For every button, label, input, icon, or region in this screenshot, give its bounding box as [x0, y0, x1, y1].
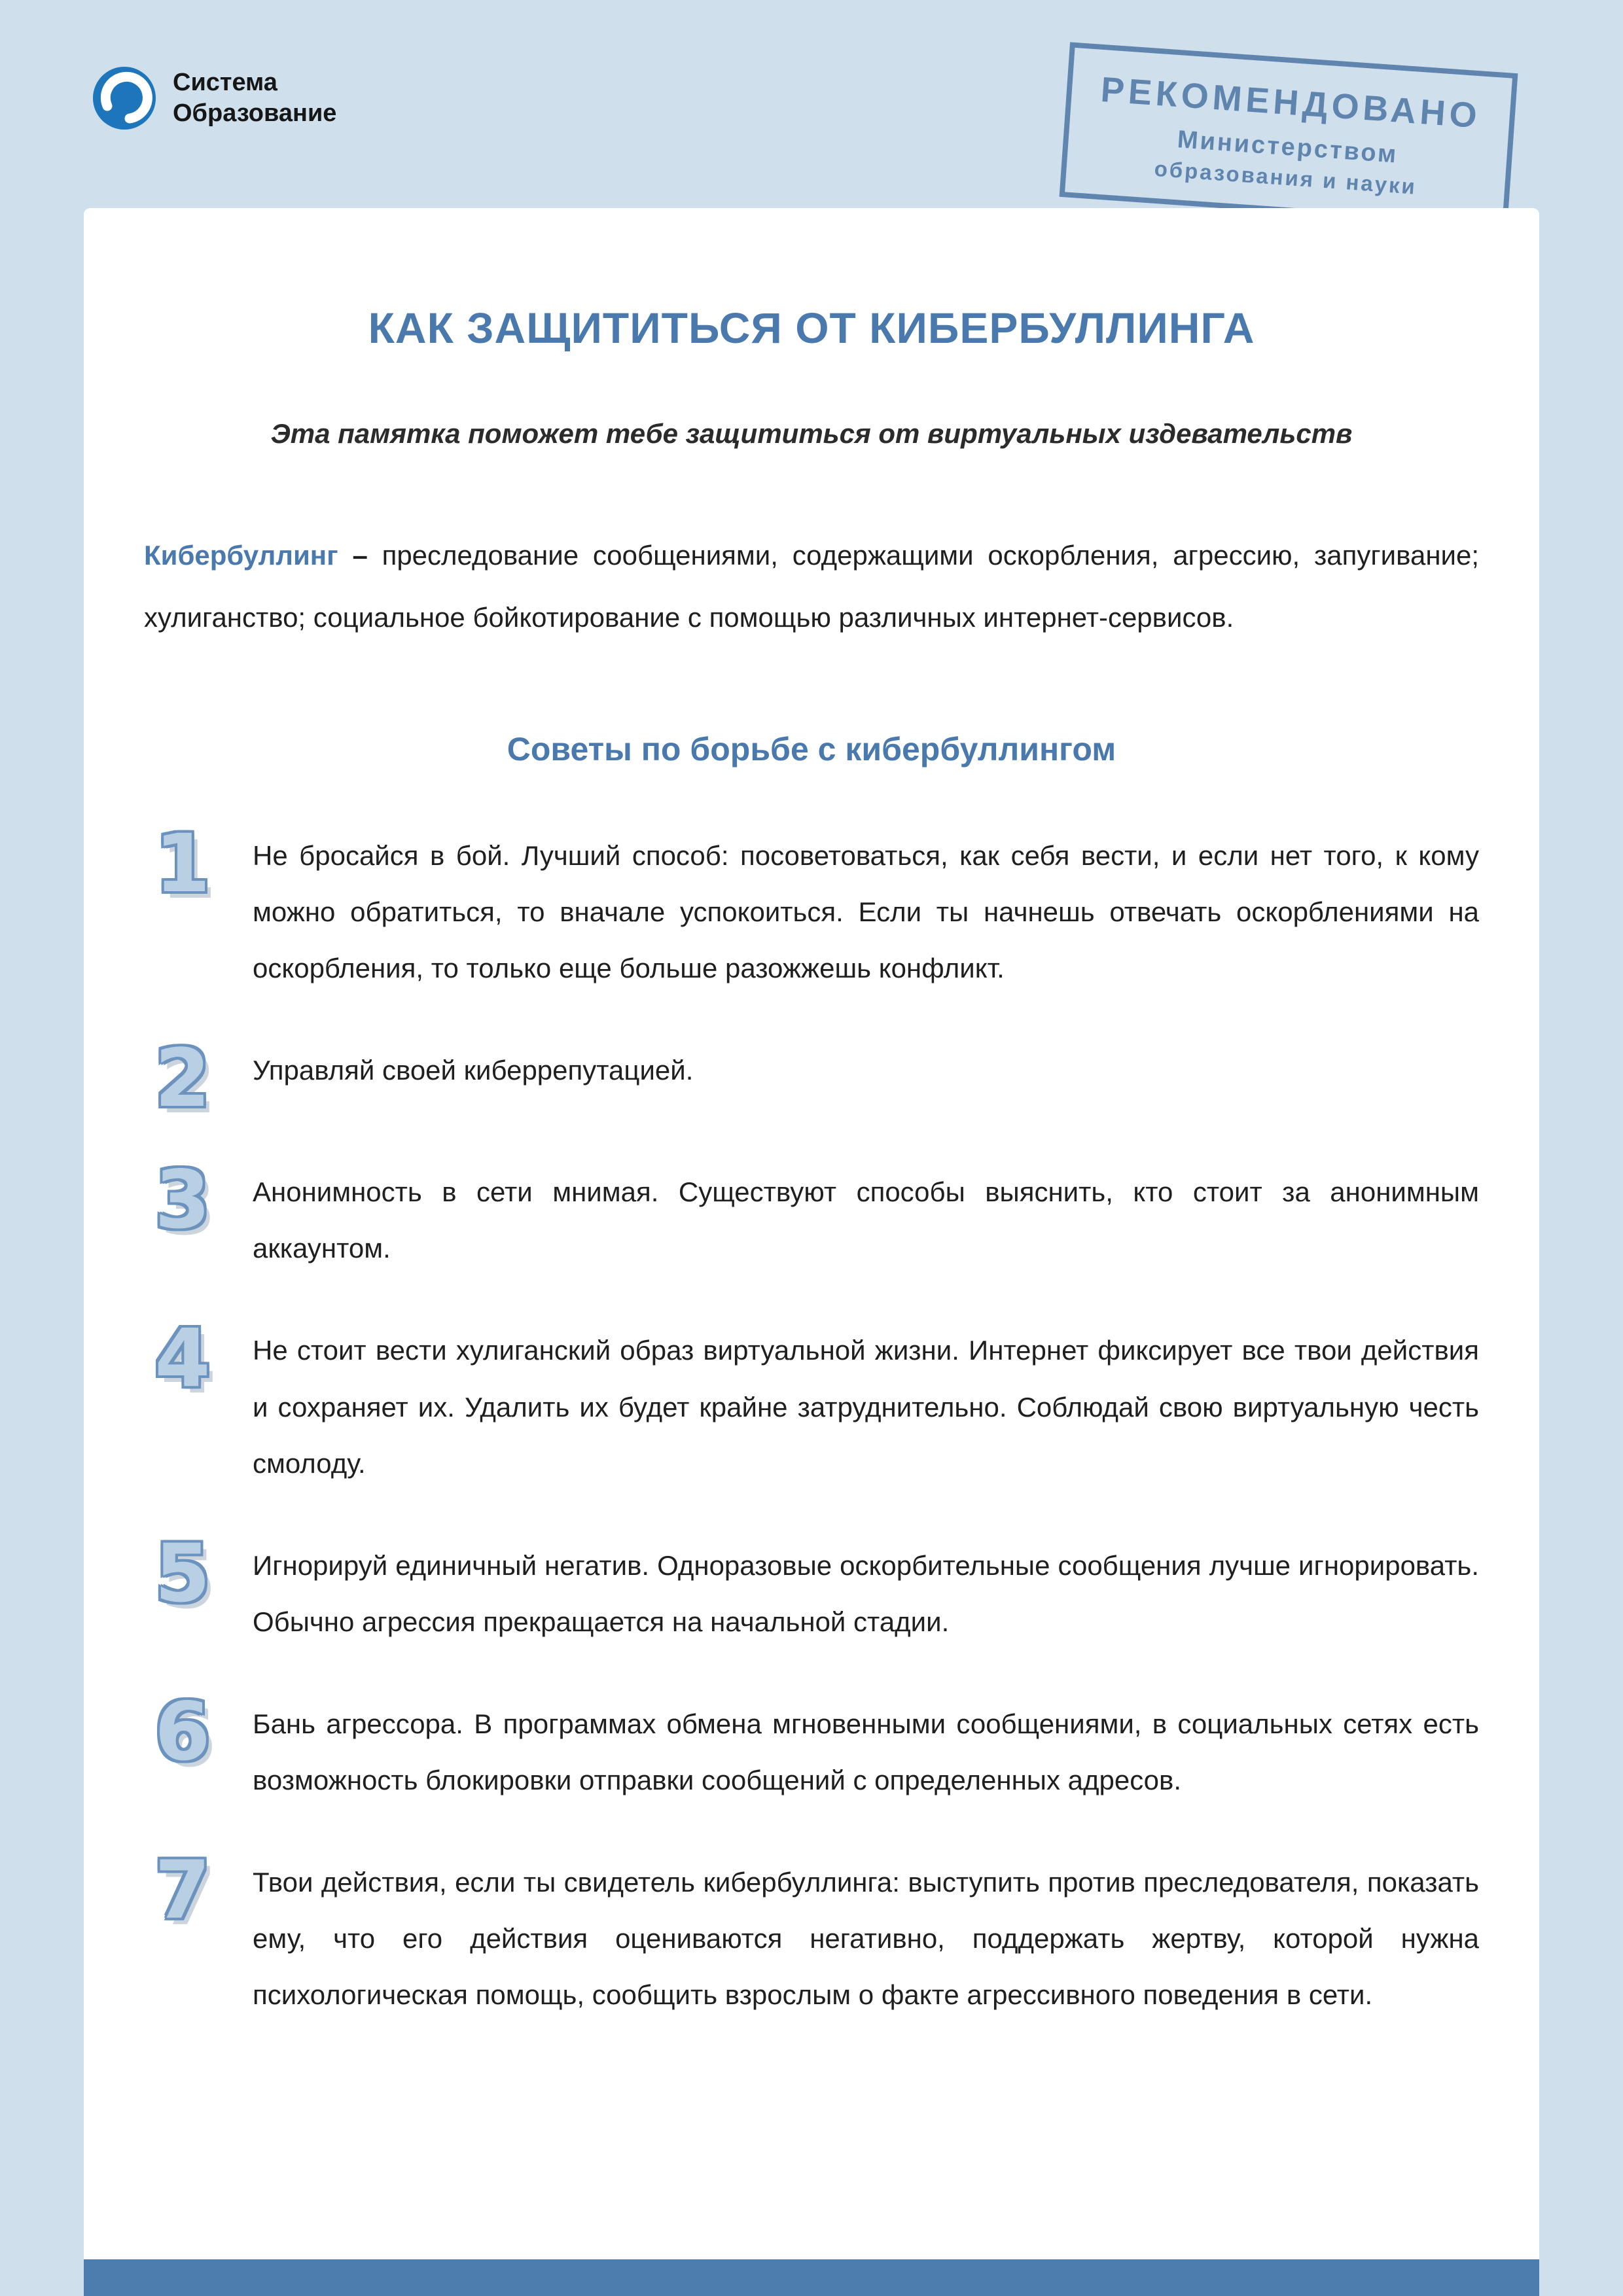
definition-text: преследование сообщениями, содержащими оскорбления, агрессию, запугивание; хулиганство; социальное бойкотирование с помощью различных интернет-сервисов. [144, 540, 1480, 633]
tips-list [144, 817, 1479, 2023]
stamp-subtitle-1: Министерством [1176, 126, 1399, 169]
publisher-logo-text [173, 67, 336, 130]
footer-accent-bar [84, 2259, 1539, 2296]
page-title: КАК ЗАЩИТИТЬСЯ ОТ КИБЕРБУЛЛИНГА [368, 304, 1255, 352]
tip-number-4: 4 [154, 1312, 211, 1405]
tip-number-5: 5 [154, 1527, 211, 1620]
tip-number-3: 3 [154, 1154, 211, 1247]
tip-item-2 [144, 1032, 1479, 1125]
section-title: Советы по борьбе с кибербуллингом [507, 731, 1116, 768]
tip-number-1: 1 [154, 817, 211, 910]
tip-item-5 [144, 1527, 1479, 1650]
tip-text-2: Управляй своей киберрепутацией. [253, 1055, 694, 1086]
tip-text-7: Твои действия, если ты свидетель кибербуллинга: выступить против преследователя, показать ему, что его действия оцениваются негативно, поддержать жертву, которой нужна психологическая помощь, сообщить взрослым о факте агрессивного поведения в сети. [253, 1867, 1479, 2011]
tip-number-6: 6 [154, 1685, 211, 1778]
tip-item-6 [144, 1685, 1479, 1809]
stamp-subtitle-2: образования и науки [1153, 156, 1418, 199]
page-subtitle: Эта памятка поможет тебе защититься от виртуальных издевательств [270, 418, 1353, 449]
tip-number-2: 2 [154, 1032, 211, 1125]
tip-item-7 [144, 1844, 1479, 2023]
approval-stamp [1060, 42, 1518, 228]
tip-item-4 [144, 1312, 1479, 1491]
stamp-title: РЕКОМЕНДОВАНО [1099, 69, 1482, 136]
tip-text-6: Бань агрессора. В программах обмена мгновенными сообщениями, в социальных сетях есть возможность блокировки отправки сообщений с определенных адресов. [253, 1708, 1479, 1796]
tip-number-7: 7 [154, 1844, 211, 1937]
tip-text-4: Не стоит вести хулиганский образ виртуальной жизни. Интернет фиксирует все твои действия и сохраняет их. Удалить их будет крайне затруднительно. Соблюдай свою виртуальную честь смолоду. [253, 1335, 1479, 1479]
publisher-logo-line2: Образование [173, 99, 337, 127]
tip-text-5: Игнорируй единичный негатив. Одноразовые оскорбительные сообщения лучше игнорировать. Обычно агрессия прекращается на начальной стадии. [253, 1549, 1479, 1637]
tip-item-3 [144, 1154, 1479, 1277]
tip-text-3: Анонимность в сети мнимая. Существуют способы выяснить, кто стоит за анонимным аккаунтом. [253, 1176, 1479, 1264]
publisher-logo [92, 65, 336, 131]
definition-dash: – [352, 540, 368, 571]
publisher-logo-line1: Система [173, 68, 277, 96]
definition-term: Кибербуллинг [144, 540, 338, 571]
definition-paragraph [144, 525, 1479, 648]
content-card [84, 208, 1539, 2296]
tip-text-1: Не бросайся в бой. Лучший способ: посоветоваться, как себя вести, и если нет того, к кому можно обратиться, то вначале успокоиться. Если ты начнешь отвечать оскорблениями на оскорбления, то только еще больше разожжешь конфликт. [253, 840, 1479, 984]
tip-item-1 [144, 817, 1479, 997]
publisher-logo-icon [92, 65, 157, 131]
